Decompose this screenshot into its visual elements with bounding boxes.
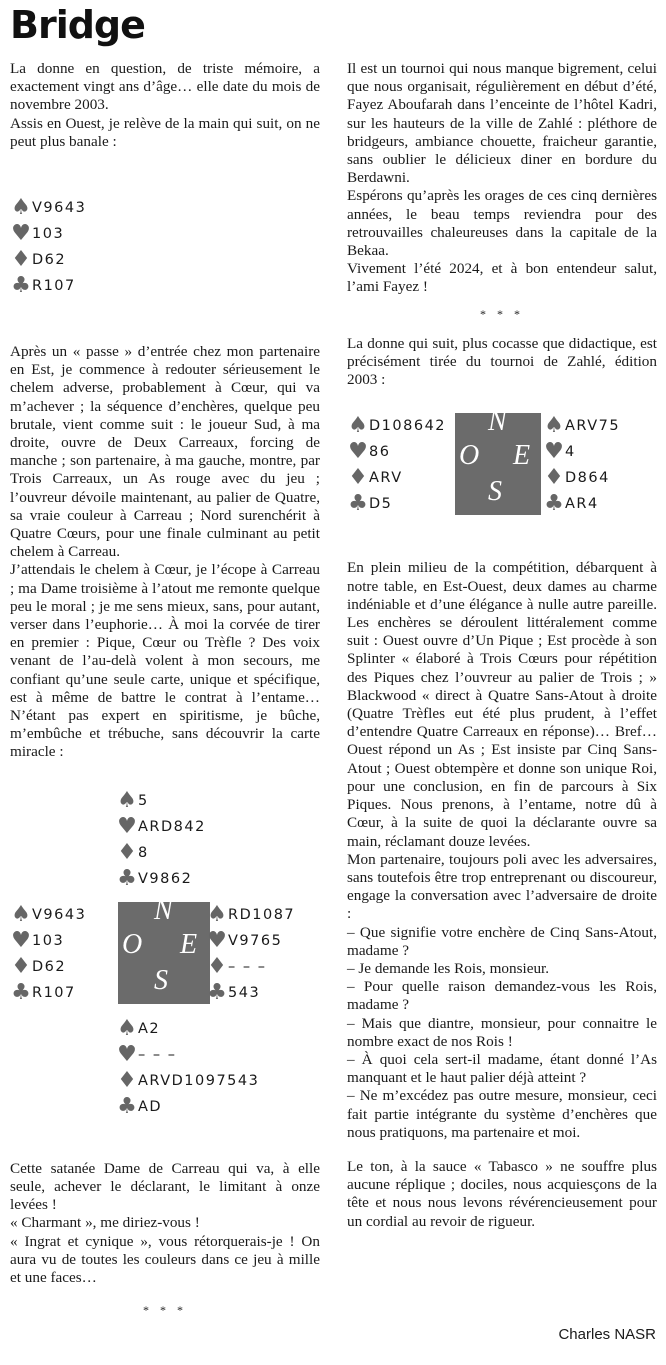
heart-icon: ♥ xyxy=(207,927,227,953)
paragraph: Vivement l’été 2024, et à bon entendeur salut, l’ami Fayez ! xyxy=(347,260,657,296)
compass-north: N xyxy=(154,894,173,926)
club-icon: ♣ xyxy=(11,273,31,299)
paragraph: En plein milieu de la compétition, débarquent à notre table, en Est-Ouest, deux dames au charme indéniable et d’une élégance à nulle autre pareille. Les enchères se déroulent littéralement comme suit : Ouest ouvre d’Un Pique ; Est procède à son Splinter « élaboré à Trois Cœurs pour répétition des Piques chez l’ouvreur au palier de Trois ; » Blackwood « direct à Quatre Sans-Atout à droite (Quatre Trèfles eut été plus prudent, à l’effet d’entendre Quatre Carreaux en réponse)… Bref… Ouest répond un As ; Est insiste par Cinq Sans-Atout ; Ouest obtempère et donne son unique Roi, pour une conclusion, en fin de parcours à Six Piques. Nous prenons, à l’entame, notre dû à Cœur, à la suite de quoi la déclarante ouvre sa main, réclamant douze levées. xyxy=(347,559,657,850)
section-separator: * * * xyxy=(143,1303,187,1318)
compass-south: S xyxy=(488,476,502,508)
compass-west: O xyxy=(122,928,143,960)
paragraph: Espérons qu’après les orages de ces cinq dernières années, le beau temps reviendra pour des retrouvailles chaleureuses dans la capitale de la Bekaa. xyxy=(347,187,657,260)
diamond-icon: ♦ xyxy=(11,247,31,273)
west-hand: ♠ D108642 ♥ 86 ♦ ARV ♣ D5 xyxy=(348,413,447,517)
spade-icon: ♠ xyxy=(11,901,31,927)
diamond-icon: ♦ xyxy=(207,953,227,979)
paragraph: Mon partenaire, toujours poli avec les adversaires, sans toutefois être trop entreprenant ou discoureur, engage la conversation avec l’adversaire de droite : xyxy=(347,850,657,923)
heart-icon: ♥ xyxy=(11,221,31,247)
diamond-icon: ♦ xyxy=(11,953,31,979)
paragraph: La donne en question, de triste mémoire, a exactement vingt ans d’âge… elle date du mois de novembre 2003. xyxy=(10,60,320,114)
compass-south: S xyxy=(154,964,168,996)
paragraph: J’attendais le chelem à Cœur, je l’écope à Carreau ; ma Dame troisième à l’atout me remonte quelque peu le moral ; je me sens mieux, sans, pour autant, verser dans l’euphorie… À moi la corvée de tirer en premier : Pique, Cœur ou Trèfle ? Des voix venant de l’au-delà volent à mon secours, me confiant qu’une seule carte, unique et spécifique, est à même de battre le contrat à l’entame… N’étant pas expert en spiritisme, je bûche, m’embûche et trébuche, sans découvrir la carte miracle : xyxy=(10,561,320,761)
compass-east: E xyxy=(513,440,531,472)
dialogue-line: – Ne m’excédez pas outre mesure, monsieur, ceci fait partie intégrante du système d’enchères que nous pratiquons, ma partenaire et moi. xyxy=(347,1087,657,1141)
heart-icon: ♥ xyxy=(117,813,137,839)
compass-east: E xyxy=(180,928,198,960)
club-icon: ♣ xyxy=(348,491,368,517)
diamond-icon: ♦ xyxy=(544,465,564,491)
east-hand: ♠ ARV75 ♥ 4 ♦ D864 ♣ AR4 xyxy=(544,413,621,517)
paragraph: La donne qui suit, plus cocasse que didactique, est précisément tirée du tournoi de Zahlé, édition 2003 : xyxy=(347,334,657,389)
paragraph: « Charmant », me diriez-vous ! xyxy=(10,1214,200,1232)
club-icon: ♣ xyxy=(207,979,227,1005)
paragraph: Cette satanée Dame de Carreau qui va, à elle seule, achever le déclarant, le limitant à onze levées ! xyxy=(10,1159,320,1214)
section-separator: * * * xyxy=(480,306,524,321)
diamond-icon: ♦ xyxy=(117,839,137,865)
spade-icon: ♠ xyxy=(117,1015,137,1041)
dialogue-line: – À quoi cela sert-il madame, étant donné l’As manquant et le haut palier déjà atteint ? xyxy=(347,1050,657,1087)
deal-diagram-2 xyxy=(347,406,657,519)
paragraph: Après un « passe » d’entrée chez mon partenaire en Est, je commence à redouter sérieusement le chelem adverse, probablement à Cœur, qui va m’achever ; la séquence d’enchères, quelque peu brutale, vient comme suit : le joueur Sud, à ma droite, ouvre de Deux Carreaux, forcing de manche ; son partenaire, à ma gauche, montre, par Trois Carreaux, un As rouge avec du jeu ; l’ouvreur dévoile maintenant, au palier de Quatre, sa vraie couleur à Carreau ; Nord surenchérit à Quatre Cœurs, pour une finale culminant au petit chelem à Carreau. xyxy=(10,343,320,561)
compass-west: O xyxy=(459,440,480,472)
paragraph: Le ton, à la sauce « Tabasco » ne souffre plus aucune réplique ; dociles, nous acquiesçons de la tête et nous nous levons révérencieusement pour un cordial au revoir de rigueur. xyxy=(347,1157,657,1230)
west-hand: ♠ V9643 ♥ 103 ♦ D62 ♣ R107 xyxy=(11,901,87,1005)
heart-icon: ♥ xyxy=(11,927,31,953)
left-column xyxy=(10,60,320,1319)
page-title: Bridge xyxy=(10,3,145,47)
author-signature: Charles NASR xyxy=(558,1326,656,1343)
spade-icon: ♠ xyxy=(207,901,227,927)
dialogue-line: – Pour quelle raison demandez-vous les Rois, madame ? xyxy=(347,978,657,1014)
dialogue-line: – Mais que diantre, monsieur, pour connaitre le nombre exact de nos Rois ! xyxy=(347,1014,657,1050)
compass-north: N xyxy=(488,406,507,438)
west-hand-initial: ♠ V9643 ♥ 103 ♦ D62 ♣ R107 xyxy=(11,195,87,299)
compass-box xyxy=(455,406,541,515)
diamond-icon: ♦ xyxy=(117,1067,137,1093)
club-icon: ♣ xyxy=(117,1093,137,1119)
heart-icon: ♥ xyxy=(117,1041,137,1067)
club-icon: ♣ xyxy=(544,491,564,517)
north-hand: ♠ 5 ♥ ARD842 ♦ 8 ♣ V9862 xyxy=(117,787,206,891)
heart-icon: ♥ xyxy=(544,439,564,465)
south-hand: ♠ A2 ♥ – – – ♦ ARVD1097543 ♣ AD xyxy=(117,1015,260,1119)
east-hand: ♠ RD1087 ♥ V9765 ♦ – – – ♣ 543 xyxy=(207,901,296,1005)
paragraph: Assis en Ouest, je relève de la main qui suit, on ne peut plus banale : xyxy=(10,114,320,150)
spade-icon: ♠ xyxy=(348,413,368,439)
spade-icon: ♠ xyxy=(117,787,137,813)
club-icon: ♣ xyxy=(117,865,137,891)
club-icon: ♣ xyxy=(11,979,31,1005)
heart-icon: ♥ xyxy=(348,439,368,465)
paragraph: « Ingrat et cynique », vous rétorquerais-je ! On aura vu de toutes les couleurs dans ce jeu à mille et une faces… xyxy=(10,1232,320,1286)
spade-icon: ♠ xyxy=(11,195,31,221)
spade-icon: ♠ xyxy=(544,413,564,439)
diamond-icon: ♦ xyxy=(348,465,368,491)
paragraph: Il est un tournoi qui nous manque bigrement, celui que nous organisait, régulièrement en début d’été, Fayez Aboufarah dans l’enceinte de l’hôtel Kadri, sur les hauteurs de la ville de Zahlé : pléthore de bridgeurs, ambiance chouette, fraicheur garantie, sans oublier le délicieux diner en bordure du Berdawni. xyxy=(347,60,657,187)
dialogue-line: – Que signifie votre enchère de Cinq Sans-Atout, madame ? xyxy=(347,923,657,959)
compass-box xyxy=(118,894,210,1004)
deal-diagram-1 xyxy=(10,788,320,1134)
right-column xyxy=(347,60,657,1231)
dialogue-line: – Je demande les Rois, monsieur. xyxy=(347,959,550,977)
